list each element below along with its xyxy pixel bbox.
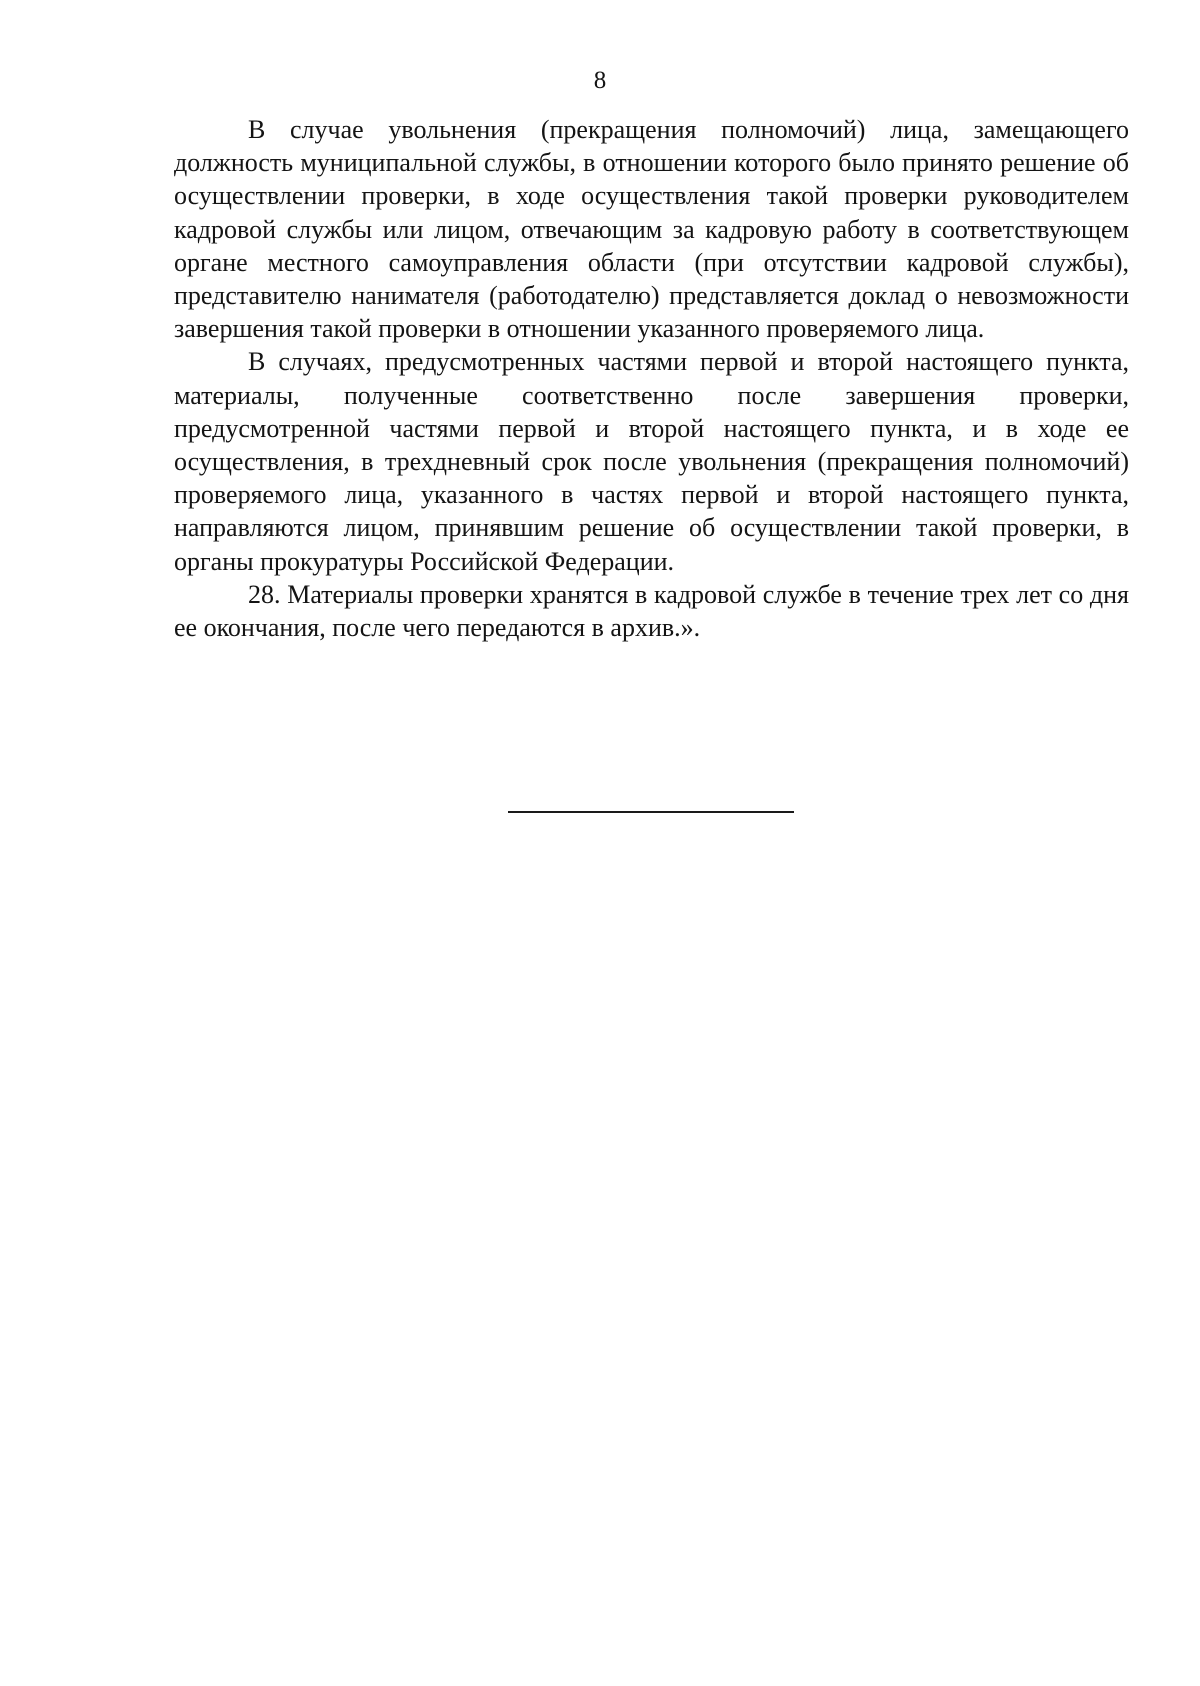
paragraph-materials-prosecution: В случаях, предусмотренных частями первой и второй настоящего пункта, материалы, полученные соответственно после завершения проверки, предусмотренной частями первой и второй настоящего пункта, и в ходе ее осуществления, в трехдневный срок после увольнения (прекращения полномочий) проверяемого лица, указанного в частях первой и второй настоящего пункта, направляются лицом, принявшим решение об осуществлении такой проверки, в органы прокуратуры Российской Федерации. bbox=[174, 347, 1129, 576]
paragraph-item-28: 28. Материалы проверки хранятся в кадровой службе в течение трех лет со дня ее окончания, после чего передаются в архив.». bbox=[174, 579, 1129, 643]
end-divider-line bbox=[508, 811, 794, 813]
paragraph-dismissal-report: В случае увольнения (прекращения полномочий) лица, замещающего должность муниципальной службы, в отношении которого было принято решение об осуществлении проверки, в ходе осуществления такой проверки руководителем кадровой службы или лицом, отвечающим за кадровую работу в соответствующем органе местного самоуправления области (при отсутствии кадровой службы), представителю нанимателя (работодателю) представляется доклад о невозможности завершения такой проверки в отношении указанного проверяемого лица. bbox=[174, 115, 1129, 344]
document-body bbox=[174, 113, 1129, 644]
page-number: 8 bbox=[593, 67, 607, 94]
